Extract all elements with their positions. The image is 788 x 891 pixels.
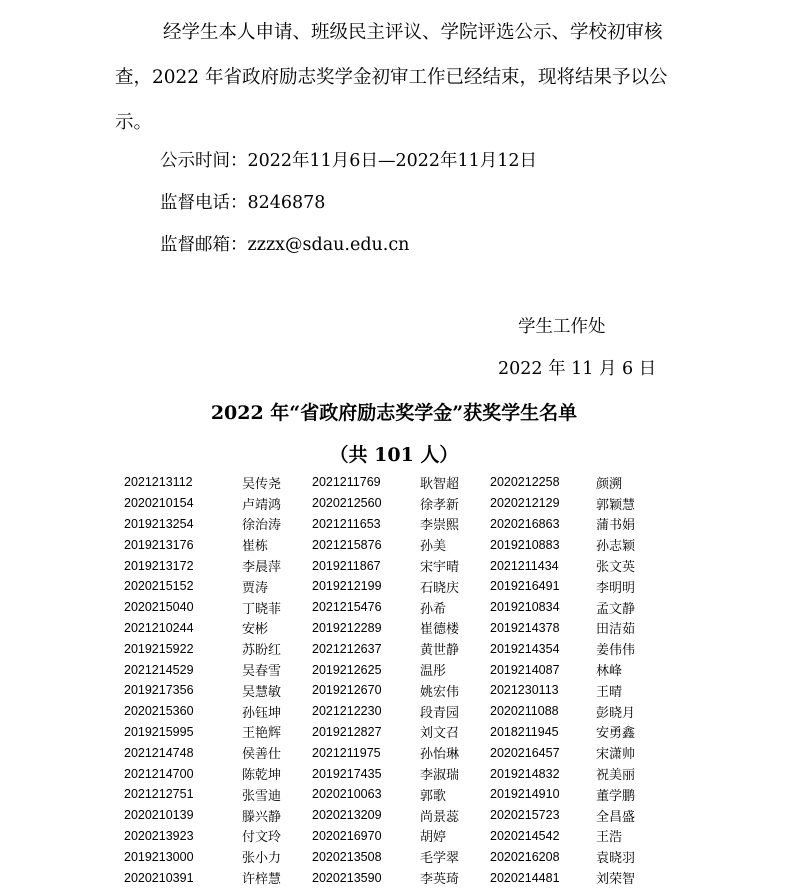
student-name-cell: 李明明: [596, 580, 636, 596]
student-id-cell: 2021215476: [312, 600, 382, 615]
student-name-cell: 林峰: [596, 664, 623, 680]
student-name-cell: 宋潇帅: [596, 747, 636, 763]
student-id-cell: 2020216208: [490, 849, 560, 864]
student-name-cell: 吴传尧: [242, 476, 282, 492]
student-id-cell: 2021230113: [490, 683, 559, 698]
student-id-cell: 2019214910: [490, 787, 560, 802]
student-name-cell: 姚宏伟: [420, 684, 460, 700]
table-row: [120, 638, 656, 659]
student-name-cell: 徐孝新: [420, 497, 460, 513]
student-id-cell: 2020215360: [124, 704, 194, 719]
student-name-cell: 安彬: [242, 622, 269, 638]
table-row: [120, 701, 656, 722]
student-name-cell: 李淑瑞: [420, 768, 460, 784]
student-id-cell: 2020215040: [124, 600, 194, 615]
notice-paragraph: [115, 10, 675, 145]
student-id-cell: 2019214378: [490, 620, 560, 635]
student-name-cell: 胡婷: [420, 830, 447, 846]
student-id-cell: 2019211867: [312, 558, 381, 573]
student-id-cell: 2019215995: [124, 724, 194, 739]
student-name-cell: 崔德楼: [420, 622, 460, 638]
table-row: [120, 659, 656, 680]
student-name-cell: 孙美: [420, 539, 447, 555]
student-id-cell: 2019213172: [124, 558, 194, 573]
table-row: [120, 493, 656, 514]
student-name-cell: 侯善仕: [242, 747, 282, 763]
student-id-cell: 2020210139: [124, 808, 194, 823]
table-row: [120, 846, 656, 867]
supervision-email-line: [160, 233, 409, 257]
award-student-table: [120, 472, 656, 888]
student-name-cell: 王晴: [596, 684, 623, 700]
student-id-cell: 2021212751: [124, 787, 194, 802]
publicity-time-value: 2022年11月6日—2022年11月12日: [247, 151, 538, 171]
table-row: [120, 722, 656, 743]
issue-date: 2022 年 11 月 6 日: [498, 359, 657, 379]
student-name-cell: 安勇鑫: [596, 726, 636, 742]
student-name-cell: 尚景蕊: [420, 809, 460, 825]
student-id-cell: 2021210244: [124, 620, 194, 635]
list-title: 2022 年“省政府励志奖学金”获奖学生名单: [210, 402, 578, 424]
list-count: （共 101 人）: [329, 444, 459, 466]
student-name-cell: 陈乾坤: [242, 768, 282, 784]
table-row: [120, 867, 656, 888]
student-id-cell: 2018211945: [490, 724, 559, 739]
student-id-cell: 2019213254: [124, 516, 194, 531]
student-id-cell: 2020214542: [490, 828, 560, 843]
student-name-cell: 吴春雪: [242, 664, 282, 680]
publicity-time-label: 公示时间：: [160, 151, 248, 171]
student-name-cell: 李崇熙: [420, 518, 460, 534]
student-id-cell: 2019212625: [312, 662, 382, 677]
student-id-cell: 2020214481: [490, 870, 560, 885]
student-id-cell: 2020213508: [312, 849, 382, 864]
student-id-cell: 2019215922: [124, 641, 194, 656]
student-name-cell: 崔栋: [242, 539, 269, 555]
student-id-cell: 2019210883: [490, 537, 560, 552]
supervision-phone-value: 8246878: [247, 193, 326, 213]
student-name-cell: 王艳辉: [242, 726, 282, 742]
table-row: [120, 618, 656, 639]
student-id-cell: 2019212289: [312, 620, 382, 635]
student-id-cell: 2019217435: [312, 766, 382, 781]
student-name-cell: 袁晓羽: [596, 851, 636, 867]
table-row: [120, 472, 656, 493]
student-id-cell: 2019212827: [312, 724, 382, 739]
table-row: [120, 742, 656, 763]
student-id-cell: 2021211769: [312, 475, 381, 490]
student-id-cell: 2021211975: [312, 745, 381, 760]
student-id-cell: 2021215876: [312, 537, 382, 552]
student-name-cell: 彭晓月: [596, 705, 636, 721]
student-id-cell: 2020213209: [312, 808, 382, 823]
student-id-cell: 2019214354: [490, 641, 560, 656]
student-id-cell: 2020216457: [490, 745, 560, 760]
student-id-cell: 2020212560: [312, 496, 382, 511]
student-id-cell: 2020213923: [124, 828, 194, 843]
student-name-cell: 耿智超: [420, 476, 460, 492]
student-id-cell: 2020210391: [124, 870, 194, 885]
table-row: [120, 826, 656, 847]
student-name-cell: 王浩: [596, 830, 623, 846]
student-name-cell: 姜伟伟: [596, 643, 636, 659]
student-id-cell: 2020215723: [490, 808, 560, 823]
student-name-cell: 孙钰坤: [242, 705, 282, 721]
student-name-cell: 付文玲: [242, 830, 282, 846]
student-id-cell: 2021214529: [124, 662, 194, 677]
student-name-cell: 温彤: [420, 664, 447, 680]
student-id-cell: 2020212129: [490, 496, 560, 511]
student-name-cell: 孙怡琳: [420, 747, 460, 763]
student-name-cell: 贾涛: [242, 580, 269, 596]
supervision-phone-line: [160, 191, 325, 215]
student-id-cell: 2020210063: [312, 787, 382, 802]
student-name-cell: 滕兴静: [242, 809, 282, 825]
student-name-cell: 卢靖鸿: [242, 497, 282, 513]
student-name-cell: 董学鹏: [596, 788, 636, 804]
student-name-cell: 张小力: [242, 851, 282, 867]
student-id-cell: 2019214832: [490, 766, 560, 781]
student-name-cell: 张文英: [596, 560, 636, 576]
student-name-cell: 毛学翠: [420, 851, 460, 867]
publicity-time-line: [160, 149, 537, 173]
student-id-cell: 2021214700: [124, 766, 194, 781]
student-id-cell: 2020213590: [312, 870, 382, 885]
student-name-cell: 李英琦: [420, 872, 460, 888]
student-name-cell: 郭颖慧: [596, 497, 636, 513]
student-name-cell: 蒲书娟: [596, 518, 636, 534]
student-id-cell: 2021211653: [312, 516, 381, 531]
student-id-cell: 2019213000: [124, 849, 194, 864]
student-name-cell: 刘荣智: [596, 872, 636, 888]
student-name-cell: 祝美丽: [596, 768, 636, 784]
student-id-cell: 2021213112: [124, 475, 193, 490]
student-name-cell: 丁晓菲: [242, 601, 282, 617]
student-name-cell: 郭歌: [420, 788, 447, 804]
student-id-cell: 2019212670: [312, 683, 382, 698]
student-id-cell: 2020215152: [124, 579, 194, 594]
table-row: [120, 597, 656, 618]
student-id-cell: 2020216863: [490, 516, 560, 531]
student-id-cell: 2019216491: [490, 579, 560, 594]
student-name-cell: 段青园: [420, 705, 460, 721]
student-id-cell: 2019217356: [124, 683, 194, 698]
supervision-email-label: 监督邮箱：: [160, 235, 248, 255]
table-row: [120, 763, 656, 784]
table-row: [120, 805, 656, 826]
table-row: [120, 784, 656, 805]
student-name-cell: 孙希: [420, 601, 447, 617]
student-name-cell: 李晨萍: [242, 560, 282, 576]
supervision-email-value[interactable]: zzzx@sdau.edu.cn: [247, 235, 410, 255]
student-name-cell: 孙志颖: [596, 539, 636, 555]
student-name-cell: 许梓慧: [242, 872, 282, 888]
student-id-cell: 2019212199: [312, 579, 382, 594]
student-id-cell: 2021211434: [490, 558, 559, 573]
student-name-cell: 张雪迪: [242, 788, 282, 804]
student-name-cell: 黄世静: [420, 643, 460, 659]
student-name-cell: 田洁茹: [596, 622, 636, 638]
student-id-cell: 2019210834: [490, 600, 560, 615]
student-name-cell: 全昌盛: [596, 809, 636, 825]
student-name-cell: 宋宇晴: [420, 560, 460, 576]
student-id-cell: 2019213176: [124, 537, 194, 552]
student-id-cell: 2020211088: [490, 704, 559, 719]
student-id-cell: 2020212258: [490, 475, 560, 490]
student-id-cell: 2021214748: [124, 745, 194, 760]
student-name-cell: 徐治涛: [242, 518, 282, 534]
student-name-cell: 颜溯: [596, 476, 623, 492]
table-row: [120, 514, 656, 535]
student-id-cell: 2019214087: [490, 662, 560, 677]
notice-paragraph-text: 经学生本人申请、班级民主评议、学院评选公示、学校初审核查，2022 年省政府励志奖学金初审工作已经结束，现将结果予以公示。: [115, 22, 668, 133]
student-name-cell: 刘文召: [420, 726, 460, 742]
table-row: [120, 555, 656, 576]
student-id-cell: 2020216970: [312, 828, 382, 843]
table-row: [120, 680, 656, 701]
table-row: [120, 534, 656, 555]
student-name-cell: 石晓庆: [420, 580, 460, 596]
student-name-cell: 孟文静: [596, 601, 636, 617]
student-id-cell: 2020210154: [124, 496, 194, 511]
student-name-cell: 吴慧敏: [242, 684, 282, 700]
student-name-cell: 苏盼红: [242, 643, 282, 659]
supervision-phone-label: 监督电话：: [160, 193, 248, 213]
student-id-cell: 2021212230: [312, 704, 382, 719]
student-id-cell: 2021212637: [312, 641, 382, 656]
table-row: [120, 576, 656, 597]
issuer-signature: 学生工作处: [518, 317, 606, 337]
